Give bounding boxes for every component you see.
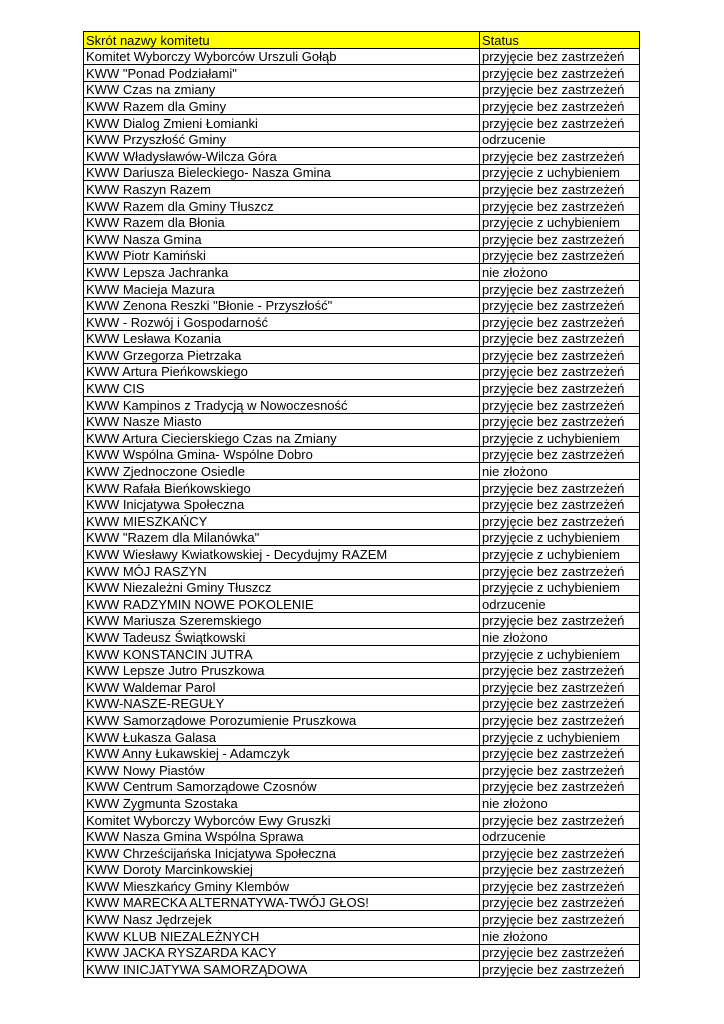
table-row	[84, 314, 640, 331]
committee-name-cell: KWW Wiesławy Kwiatkowskiej - Decydujmy RAZEM	[84, 546, 480, 563]
status-cell: przyjęcie bez zastrzeżeń	[480, 878, 640, 895]
table-row	[84, 480, 640, 497]
committee-name-cell: KWW Mieszkańcy Gminy Klembów	[84, 878, 480, 895]
table-row	[84, 463, 640, 480]
table-row	[84, 148, 640, 165]
committee-name-cell: KWW Chrześcijańska Inicjatywa Społeczna	[84, 845, 480, 862]
committee-name-cell: KWW Nasza Gmina Wspólna Sprawa	[84, 828, 480, 845]
committee-name-cell: KWW Piotr Kamiński	[84, 247, 480, 264]
status-cell: przyjęcie bez zastrzeżeń	[480, 778, 640, 795]
status-cell: przyjęcie bez zastrzeżeń	[480, 380, 640, 397]
status-cell: przyjęcie bez zastrzeżeń	[480, 695, 640, 712]
table-row	[84, 645, 640, 662]
table-row	[84, 861, 640, 878]
committee-name-cell: KWW Czas na zmiany	[84, 81, 480, 98]
committee-name-cell: KWW Nowy Piastów	[84, 762, 480, 779]
table-row	[84, 363, 640, 380]
committee-name-cell: KWW Macieja Mazura	[84, 280, 480, 297]
status-cell: przyjęcie bez zastrzeżeń	[480, 397, 640, 414]
committee-name-cell: KWW MARECKA ALTERNATYWA-TWÓJ GŁOS!	[84, 894, 480, 911]
status-cell: przyjęcie bez zastrzeżeń	[480, 347, 640, 364]
table-row	[84, 48, 640, 65]
table-row	[84, 164, 640, 181]
table-row	[84, 563, 640, 580]
committee-name-cell: KWW MIESZKAŃCY	[84, 513, 480, 530]
status-cell: przyjęcie z uchybieniem	[480, 164, 640, 181]
table-row	[84, 679, 640, 696]
table-row	[84, 579, 640, 596]
status-cell: nie złożono	[480, 795, 640, 812]
status-cell: przyjęcie bez zastrzeżeń	[480, 446, 640, 463]
status-cell: odrzucenie	[480, 828, 640, 845]
committee-name-cell: KWW Razem dla Błonia	[84, 214, 480, 231]
committee-name-cell: KWW "Ponad Podziałami"	[84, 65, 480, 82]
table-row	[84, 529, 640, 546]
header-row	[84, 32, 640, 49]
committee-name-cell: KWW KONSTANCIN JUTRA	[84, 645, 480, 662]
status-cell: przyjęcie bez zastrzeżeń	[480, 314, 640, 331]
table-row	[84, 795, 640, 812]
table-row	[84, 762, 640, 779]
committee-name-cell: KWW Mariusza Szeremskiego	[84, 612, 480, 629]
table-row	[84, 496, 640, 513]
status-cell: przyjęcie bez zastrzeżeń	[480, 496, 640, 513]
status-cell: przyjęcie bez zastrzeżeń	[480, 330, 640, 347]
table-row	[84, 961, 640, 978]
committee-name-cell: KWW Dialog Zmieni Łomianki	[84, 114, 480, 131]
status-cell: przyjęcie bez zastrzeżeń	[480, 911, 640, 928]
status-cell: przyjęcie bez zastrzeżeń	[480, 961, 640, 978]
status-cell: przyjęcie bez zastrzeżeń	[480, 679, 640, 696]
status-cell: przyjęcie bez zastrzeżeń	[480, 297, 640, 314]
committee-name-cell: KWW Artura Pieńkowskiego	[84, 363, 480, 380]
table-row	[84, 114, 640, 131]
committee-name-cell: KWW Waldemar Parol	[84, 679, 480, 696]
table-row	[84, 280, 640, 297]
table-row	[84, 944, 640, 961]
status-cell: przyjęcie z uchybieniem	[480, 728, 640, 745]
committee-name-cell: KWW Lepsze Jutro Pruszkowa	[84, 662, 480, 679]
table-row	[84, 662, 640, 679]
table-row	[84, 596, 640, 613]
status-cell: przyjęcie bez zastrzeżeń	[480, 944, 640, 961]
header-status: Status	[480, 32, 640, 49]
table-row	[84, 264, 640, 281]
committee-name-cell: KWW Zjednoczone Osiedle	[84, 463, 480, 480]
status-cell: nie złożono	[480, 928, 640, 945]
committee-name-cell: KWW Nasza Gmina	[84, 231, 480, 248]
header-committee-name: Skrót nazwy komitetu	[84, 32, 480, 49]
status-cell: przyjęcie bez zastrzeżeń	[480, 148, 640, 165]
status-cell: przyjęcie bez zastrzeżeń	[480, 513, 640, 530]
table-row	[84, 181, 640, 198]
table-row	[84, 330, 640, 347]
committee-name-cell: KWW Rafała Bieńkowskiego	[84, 480, 480, 497]
table-row	[84, 65, 640, 82]
committee-name-cell: KWW Inicjatywa Społeczna	[84, 496, 480, 513]
status-cell: nie złożono	[480, 264, 640, 281]
committee-name-cell: KWW Lesława Kozania	[84, 330, 480, 347]
committee-name-cell: KWW Razem dla Gminy Tłuszcz	[84, 197, 480, 214]
status-cell: przyjęcie bez zastrzeżeń	[480, 480, 640, 497]
status-cell: przyjęcie bez zastrzeżeń	[480, 413, 640, 430]
committee-name-cell: KWW Doroty Marcinkowskiej	[84, 861, 480, 878]
committee-name-cell: KWW Zenona Reszki "Błonie - Przyszłość"	[84, 297, 480, 314]
status-cell: przyjęcie bez zastrzeżeń	[480, 247, 640, 264]
table-row	[84, 98, 640, 115]
status-cell: przyjęcie bez zastrzeżeń	[480, 861, 640, 878]
committee-name-cell: KWW Artura Ciecierskiego Czas na Zmiany	[84, 430, 480, 447]
table-row	[84, 347, 640, 364]
committee-name-cell: KWW - Rozwój i Gospodarność	[84, 314, 480, 331]
table-row	[84, 513, 640, 530]
status-cell: przyjęcie bez zastrzeżeń	[480, 712, 640, 729]
status-cell: odrzucenie	[480, 596, 640, 613]
table-row	[84, 430, 640, 447]
table-row	[84, 446, 640, 463]
committee-name-cell: KWW MÓJ RASZYN	[84, 563, 480, 580]
status-cell: przyjęcie bez zastrzeżeń	[480, 98, 640, 115]
table-row	[84, 911, 640, 928]
committee-name-cell: KWW-NASZE-REGUŁY	[84, 695, 480, 712]
table-row	[84, 297, 640, 314]
table-row	[84, 811, 640, 828]
committee-name-cell: Komitet Wyborczy Wyborców Ewy Gruszki	[84, 811, 480, 828]
status-cell: przyjęcie bez zastrzeżeń	[480, 563, 640, 580]
table-row	[84, 629, 640, 646]
table-row	[84, 712, 640, 729]
status-cell: przyjęcie bez zastrzeżeń	[480, 745, 640, 762]
committee-name-cell: KWW Władysławów-Wilcza Góra	[84, 148, 480, 165]
status-cell: przyjęcie bez zastrzeżeń	[480, 894, 640, 911]
status-cell: przyjęcie bez zastrzeżeń	[480, 662, 640, 679]
status-cell: przyjęcie bez zastrzeżeń	[480, 612, 640, 629]
committee-name-cell: KWW RADZYMIN NOWE POKOLENIE	[84, 596, 480, 613]
table-row	[84, 745, 640, 762]
committee-name-cell: KWW Samorządowe Porozumienie Pruszkowa	[84, 712, 480, 729]
table-row	[84, 695, 640, 712]
committee-name-cell: KWW Wspólna Gmina- Wspólne Dobro	[84, 446, 480, 463]
committee-name-cell: KWW CIS	[84, 380, 480, 397]
committee-name-cell: KWW Raszyn Razem	[84, 181, 480, 198]
committee-name-cell: KWW JACKA RYSZARDA KACY	[84, 944, 480, 961]
committee-name-cell: KWW Zygmunta Szostaka	[84, 795, 480, 812]
status-cell: przyjęcie z uchybieniem	[480, 579, 640, 596]
table-row	[84, 728, 640, 745]
status-cell: przyjęcie bez zastrzeżeń	[480, 114, 640, 131]
committee-name-cell: KWW Kampinos z Tradycją w Nowoczesność	[84, 397, 480, 414]
status-cell: przyjęcie bez zastrzeżeń	[480, 811, 640, 828]
table-row	[84, 828, 640, 845]
committee-name-cell: Komitet Wyborczy Wyborców Urszuli Gołąb	[84, 48, 480, 65]
committee-status-table	[83, 31, 640, 978]
table-row	[84, 81, 640, 98]
status-cell: nie złożono	[480, 463, 640, 480]
committee-name-cell: KWW Razem dla Gminy	[84, 98, 480, 115]
committee-name-cell: KWW Anny Łukawskiej - Adamczyk	[84, 745, 480, 762]
committee-name-cell: KWW Nasz Jędrzejek	[84, 911, 480, 928]
committee-name-cell: KWW Nasze Miasto	[84, 413, 480, 430]
committee-name-cell: KWW Tadeusz Świątkowski	[84, 629, 480, 646]
table-row	[84, 197, 640, 214]
committee-name-cell: KWW Grzegorza Pietrzaka	[84, 347, 480, 364]
table-row	[84, 413, 640, 430]
table-row	[84, 231, 640, 248]
committee-name-cell: KWW INICJATYWA SAMORZĄDOWA	[84, 961, 480, 978]
status-cell: przyjęcie z uchybieniem	[480, 214, 640, 231]
table-row	[84, 247, 640, 264]
status-cell: przyjęcie bez zastrzeżeń	[480, 280, 640, 297]
committee-name-cell: KWW KLUB NIEZALEŻNYCH	[84, 928, 480, 945]
table-row	[84, 894, 640, 911]
committee-name-cell: KWW Dariusza Bieleckiego- Nasza Gmina	[84, 164, 480, 181]
status-cell: przyjęcie z uchybieniem	[480, 529, 640, 546]
status-cell: przyjęcie bez zastrzeżeń	[480, 845, 640, 862]
status-cell: przyjęcie bez zastrzeżeń	[480, 181, 640, 198]
committee-name-cell: KWW Łukasza Galasa	[84, 728, 480, 745]
committee-name-cell: KWW Przyszłość Gminy	[84, 131, 480, 148]
table-row	[84, 878, 640, 895]
status-cell: przyjęcie z uchybieniem	[480, 430, 640, 447]
status-cell: przyjęcie bez zastrzeżeń	[480, 197, 640, 214]
status-cell: przyjęcie bez zastrzeżeń	[480, 231, 640, 248]
committee-name-cell: KWW Niezależni Gminy Tłuszcz	[84, 579, 480, 596]
status-cell: przyjęcie bez zastrzeżeń	[480, 65, 640, 82]
table-body	[84, 32, 640, 978]
status-cell: odrzucenie	[480, 131, 640, 148]
committee-name-cell: KWW "Razem dla Milanówka"	[84, 529, 480, 546]
table-row	[84, 778, 640, 795]
status-cell: przyjęcie bez zastrzeżeń	[480, 762, 640, 779]
table-row	[84, 131, 640, 148]
table-row	[84, 214, 640, 231]
status-cell: przyjęcie z uchybieniem	[480, 645, 640, 662]
status-cell: nie złożono	[480, 629, 640, 646]
status-cell: przyjęcie z uchybieniem	[480, 546, 640, 563]
table-row	[84, 397, 640, 414]
status-cell: przyjęcie bez zastrzeżeń	[480, 48, 640, 65]
committee-name-cell: KWW Centrum Samorządowe Czosnów	[84, 778, 480, 795]
status-cell: przyjęcie bez zastrzeżeń	[480, 363, 640, 380]
table-row	[84, 928, 640, 945]
table-row	[84, 546, 640, 563]
table-row	[84, 845, 640, 862]
table-row	[84, 380, 640, 397]
committee-name-cell: KWW Lepsza Jachranka	[84, 264, 480, 281]
status-cell: przyjęcie bez zastrzeżeń	[480, 81, 640, 98]
table-row	[84, 612, 640, 629]
